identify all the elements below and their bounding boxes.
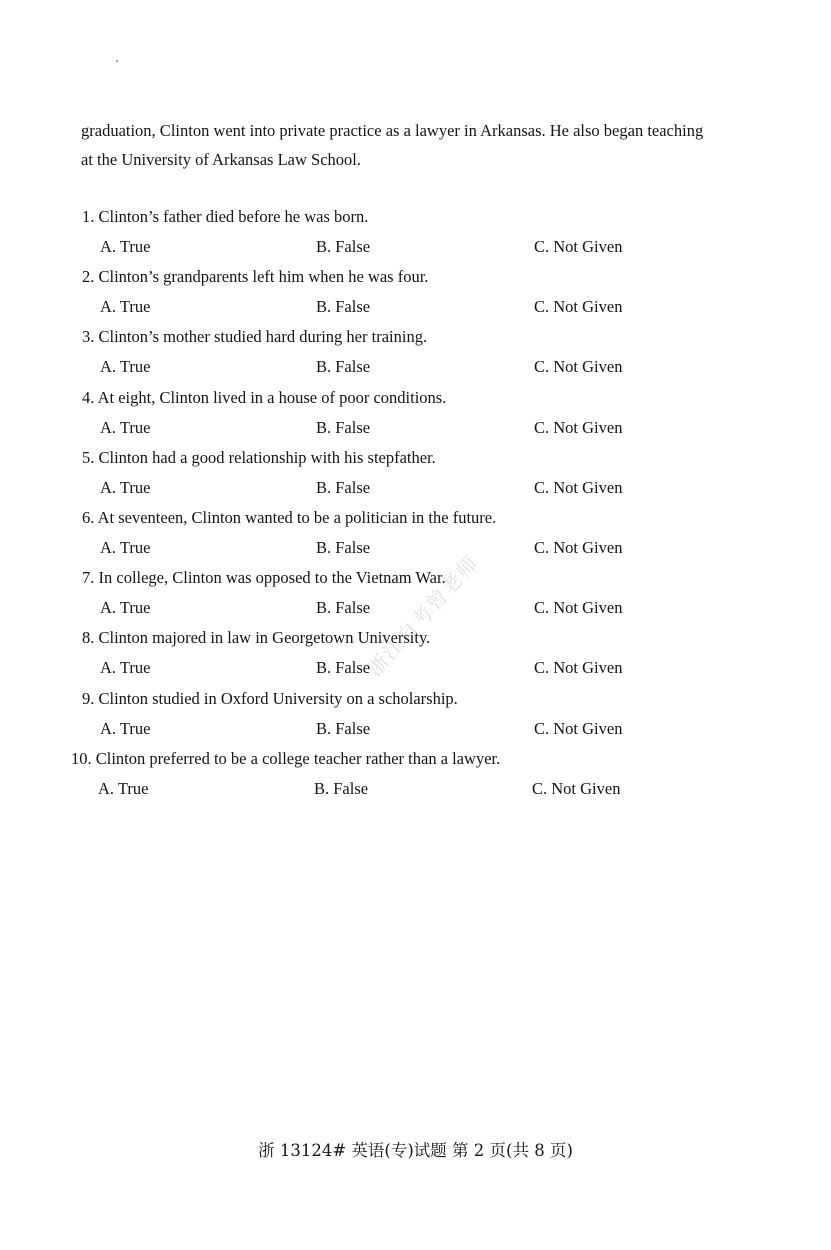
option-not-given: C. Not Given [534,417,623,437]
question-text: Clinton’s mother studied hard during her training. [98,327,428,347]
question-text: At eight, Clinton lived in a house of poor conditions. [97,387,447,407]
option-true: A. True [100,237,151,256]
option-true: A. True [100,357,151,377]
question-text: Clinton’s grandparents left him when he was four. [98,267,429,287]
option-not-given: C. Not Given [534,537,623,557]
question-text: Clinton studied in Oxford University on a scholarship. [98,688,458,708]
question-item [0,689,831,749]
option-false: B. False [316,417,371,437]
page-footer: 浙 13124# 英语(专)试题 第 2 页(共 8 页) [258,1141,573,1160]
option-not-given: C. Not Given [534,477,623,497]
question-number: 7. [82,568,95,588]
option-false: B. False [316,357,371,377]
question-text: At seventeen, Clinton wanted to be a politician in the future. [97,507,497,527]
question-item [0,628,831,688]
question-item [0,568,831,628]
option-true: A. True [100,477,151,497]
option-false: B. False [314,778,369,798]
question-number: 8. [82,628,95,648]
option-false: B. False [316,297,371,317]
question-text: In college, Clinton was opposed to the Vietnam War. [98,568,446,588]
question-item [0,267,831,327]
option-not-given: C. Not Given [532,778,621,798]
option-not-given: C. Not Given [534,297,623,317]
option-true: A. True [98,778,149,798]
question-stem [82,628,430,648]
option-not-given: C. Not Given [534,658,623,678]
option-not-given: C. Not Given [534,718,623,738]
question-item [0,327,831,387]
option-not-given: C. Not Given [534,598,623,618]
question-text: Clinton’s father died before he was born. [98,207,369,226]
question-number: 3. [82,327,95,347]
option-false: B. False [316,658,371,678]
passage-line: at the University of Arkansas Law School. [81,150,361,169]
option-true: A. True [100,297,151,317]
question-number: 10. [71,748,92,768]
option-false: B. False [316,537,371,557]
option-false: B. False [316,237,371,256]
question-number: 2. [82,267,95,287]
question-number: 5. [82,447,95,467]
question-number: 1. [82,207,95,226]
option-true: A. True [100,718,151,738]
scan-speck [116,60,118,62]
option-true: A. True [100,417,151,437]
question-stem [82,267,428,287]
option-not-given: C. Not Given [534,357,623,377]
question-stem [82,327,427,347]
question-item [0,448,831,508]
question-text: Clinton preferred to be a college teacher rather than a lawyer. [95,748,501,768]
option-true: A. True [100,658,151,678]
question-item [0,388,831,448]
question-stem [82,508,496,528]
question-number: 9. [82,688,95,708]
question-stem [82,448,436,468]
option-true: A. True [100,598,151,618]
option-false: B. False [316,477,371,497]
passage-line: graduation, Clinton went into private practice as a lawyer in Arkansas. He also began teaching [81,121,704,140]
question-stem [82,388,446,408]
watermark: 浙江自考曾老师 [362,550,484,681]
option-false: B. False [316,598,371,618]
question-text: Clinton had a good relationship with his stepfather. [98,447,436,467]
question-stem [82,689,458,709]
question-list [0,207,831,809]
question-stem [82,568,446,588]
question-stem [82,207,368,227]
option-false: B. False [316,718,371,738]
question-item [0,508,831,568]
option-true: A. True [100,537,151,557]
question-text: Clinton majored in law in Georgetown University. [98,628,431,648]
question-item [0,207,831,267]
question-number: 6. [82,507,95,527]
question-item [0,749,831,809]
passage-excerpt [81,116,761,174]
question-number: 4. [82,387,95,407]
question-stem [71,749,500,769]
option-not-given: C. Not Given [534,237,623,256]
